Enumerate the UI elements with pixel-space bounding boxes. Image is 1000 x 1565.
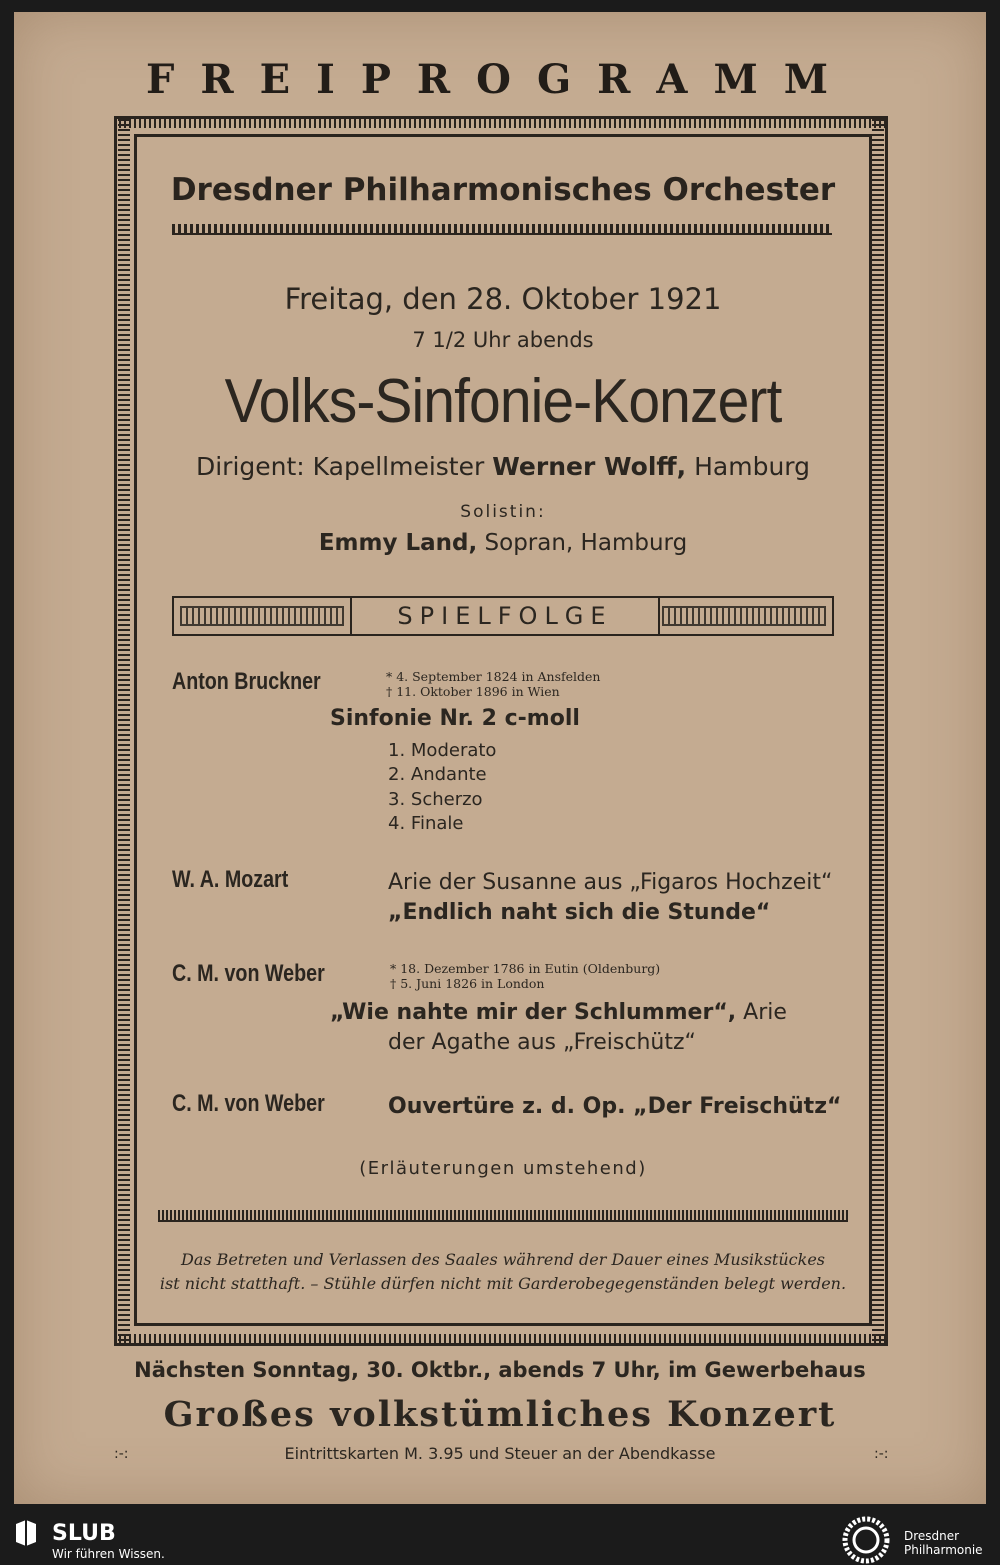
concert-date: Freitag, den 28. Oktober 1921 bbox=[284, 282, 722, 316]
house-rules bbox=[144, 1248, 862, 1296]
soloist-name: Emmy Land, bbox=[318, 530, 478, 556]
next-concert-title: Großes volkstümliches Konzert bbox=[163, 1394, 837, 1435]
soloist-line bbox=[134, 530, 872, 556]
ornamental-rule-bottom bbox=[158, 1210, 848, 1222]
philharmonie-logo-icon[interactable] bbox=[842, 1516, 890, 1564]
composer-mozart: W. A. Mozart bbox=[172, 866, 289, 893]
weber-birth: * 18. Dezember 1786 in Eutin (Oldenburg) bbox=[390, 961, 661, 976]
concert-time: 7 1/2 Uhr abends bbox=[412, 328, 594, 352]
orchestra-name: Dresdner Philharmonisches Orchester bbox=[170, 172, 836, 208]
weber-aria bbox=[330, 1000, 787, 1025]
concert-title: Volks-Sinfonie-Konzert bbox=[224, 367, 782, 436]
library-tagline: Wir führen Wissen. bbox=[52, 1547, 165, 1561]
movement: 4. Finale bbox=[388, 813, 464, 834]
composer-bruckner: Anton Bruckner bbox=[172, 668, 321, 695]
side-mark-left: :-: bbox=[114, 1446, 129, 1462]
weber-aria-title: „Wie nahte mir der Schlummer“, bbox=[330, 1000, 737, 1025]
weber-aria-rest: Arie bbox=[743, 1000, 787, 1025]
program-heading-box bbox=[172, 596, 834, 636]
program-sheet bbox=[14, 12, 986, 1504]
partner-name-line: Philharmonie bbox=[904, 1543, 983, 1557]
slub-logo-icon[interactable] bbox=[14, 1518, 38, 1546]
notes-reference: (Erläuterungen umstehend) bbox=[359, 1158, 647, 1179]
mozart-aria-title: „Endlich naht sich die Stunde“ bbox=[388, 900, 771, 925]
ornament-right bbox=[662, 606, 826, 626]
composer-weber: C. M. von Weber bbox=[172, 960, 325, 987]
ornament-left bbox=[180, 606, 344, 626]
bruckner-work: Sinfonie Nr. 2 c-moll bbox=[330, 706, 580, 731]
next-concert-info: Nächsten Sonntag, 30. Oktbr., abends 7 Uhr, im Gewerbehaus bbox=[134, 1358, 866, 1382]
soloist-label: Solistin: bbox=[460, 502, 546, 522]
movement: 1. Moderato bbox=[388, 740, 497, 761]
partner-name-line: Dresdner bbox=[904, 1529, 960, 1543]
frame-teeth-left bbox=[118, 116, 130, 1346]
partner-name bbox=[904, 1529, 983, 1557]
ornamental-rule bbox=[172, 224, 832, 235]
weber-aria-source: der Agathe aus „Freischütz“ bbox=[388, 1030, 696, 1055]
frame-teeth-bottom bbox=[114, 1334, 888, 1346]
mozart-aria: Arie der Susanne aus „Figaros Hochzeit“ bbox=[388, 870, 833, 895]
weber-overture: Ouvertüre z. d. Op. „Der Freischütz“ bbox=[388, 1094, 842, 1119]
house-rules-line: Das Betreten und Verlassen des Saales während der Dauer eines Musikstückes bbox=[181, 1250, 825, 1269]
conductor-city: Hamburg bbox=[694, 452, 811, 481]
house-rules-line: ist nicht statthaft. – Stühle dürfen nicht mit Garderobegegenständen belegt werden. bbox=[159, 1274, 847, 1293]
side-mark-right: :-: bbox=[874, 1446, 889, 1462]
library-name[interactable]: SLUB bbox=[52, 1521, 116, 1546]
soloist-detail: Sopran, Hamburg bbox=[484, 530, 688, 556]
frame-teeth-top bbox=[114, 116, 888, 128]
conductor-line bbox=[134, 452, 872, 481]
bruckner-birth: * 4. September 1824 in Ansfelden bbox=[386, 669, 601, 684]
movement: 2. Andante bbox=[388, 764, 487, 785]
movement: 3. Scherzo bbox=[388, 789, 483, 810]
headline: FREIPROGRAMM bbox=[146, 56, 854, 103]
frame-teeth-right bbox=[872, 116, 884, 1346]
bruckner-death: † 11. Oktober 1896 in Wien bbox=[386, 684, 560, 699]
weber-death: † 5. Juni 1826 in London bbox=[390, 976, 545, 991]
conductor-prefix: Dirigent: Kapellmeister bbox=[195, 452, 485, 481]
footer-bar bbox=[0, 1514, 1000, 1565]
conductor-name: Werner Wolff, bbox=[492, 452, 687, 481]
composer-weber-overture: C. M. von Weber bbox=[172, 1090, 325, 1117]
ticket-info: Eintrittskarten M. 3.95 und Steuer an der Abendkasse bbox=[284, 1444, 716, 1463]
program-heading: SPIELFOLGE bbox=[350, 598, 660, 634]
